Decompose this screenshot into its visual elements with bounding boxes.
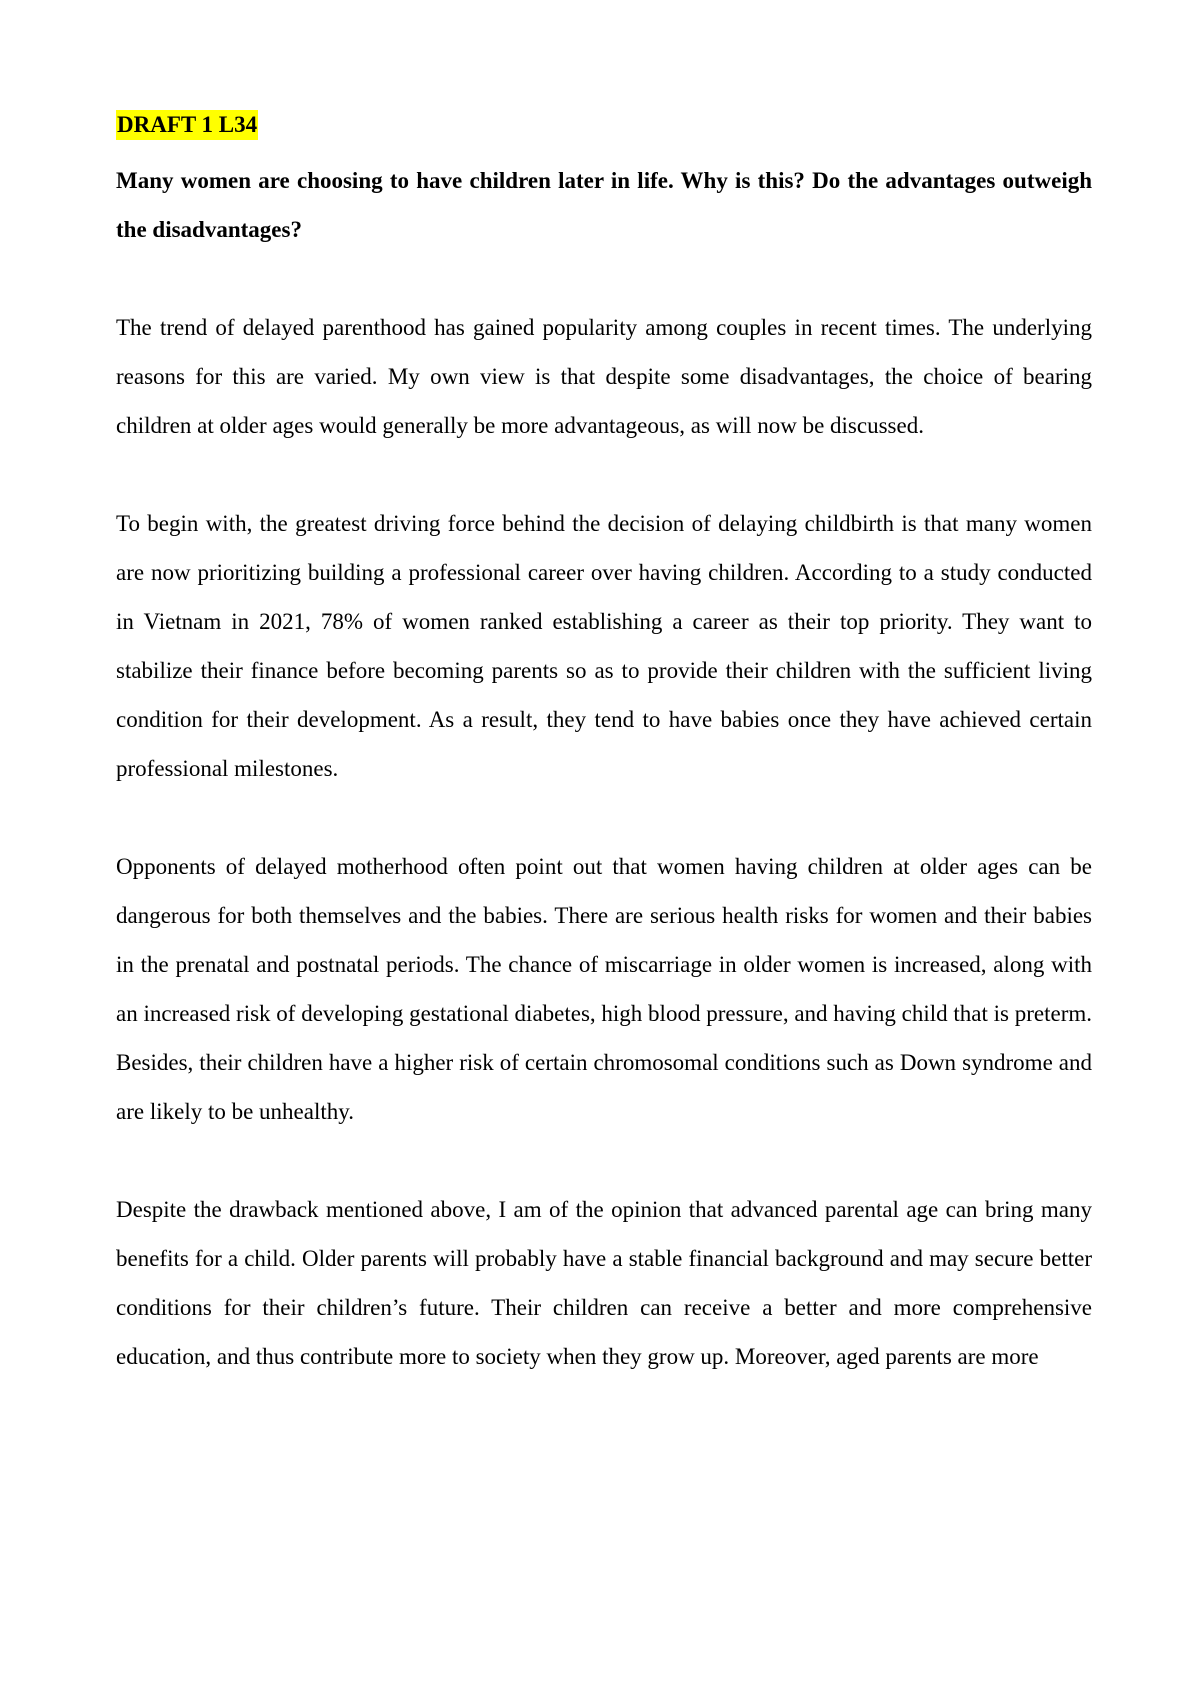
document-page	[116, 110, 1092, 1381]
paragraph-gap	[116, 793, 1092, 842]
paragraph-gap	[116, 450, 1092, 499]
essay-question: Many women are choosing to have children later in life. Why is this? Do the advantages outweigh the disadvantages?	[116, 168, 1092, 242]
paragraph-introduction: The trend of delayed parenthood has gained popularity among couples in recent times. The underlying reasons for this are varied. My own view is that despite some disadvantages, the choice of bearing children at older ages would generally be more advantageous, as will now be discussed.	[116, 315, 1092, 438]
paragraph-gap	[116, 254, 1092, 303]
paragraph-reasons: To begin with, the greatest driving force behind the decision of delaying childbirth is that many women are now prioritizing building a professional career over having children. According to a study conducted in Vietnam in 2021, 78% of women ranked establishing a career as their top priority. They want to stabilize their finance before becoming parents so as to provide their children with the sufficient living condition for their development. As a result, they tend to have babies once they have achieved certain professional milestones.	[116, 511, 1092, 781]
draft-label: DRAFT 1 L34	[116, 110, 258, 140]
paragraph-disadvantages: Opponents of delayed motherhood often point out that women having children at older ages can be dangerous for both themselves and the babies. There are serious health risks for women and their babies in the prenatal and postnatal periods. The chance of miscarriage in older women is increased, along with an increased risk of developing gestational diabetes, high blood pressure, and having child that is preterm. Besides, their children have a higher risk of certain chromosomal conditions such as Down syndrome and are likely to be unhealthy.	[116, 854, 1092, 1124]
paragraph-advantages: Despite the drawback mentioned above, I am of the opinion that advanced parental age can bring many benefits for a child. Older parents will probably have a stable financial background and may secure better conditions for their children’s future. Their children can receive a better and more comprehensive education, and thus contribute more to society when they grow up. Moreover, aged parents are more	[116, 1197, 1092, 1369]
paragraph-gap	[116, 1136, 1092, 1185]
